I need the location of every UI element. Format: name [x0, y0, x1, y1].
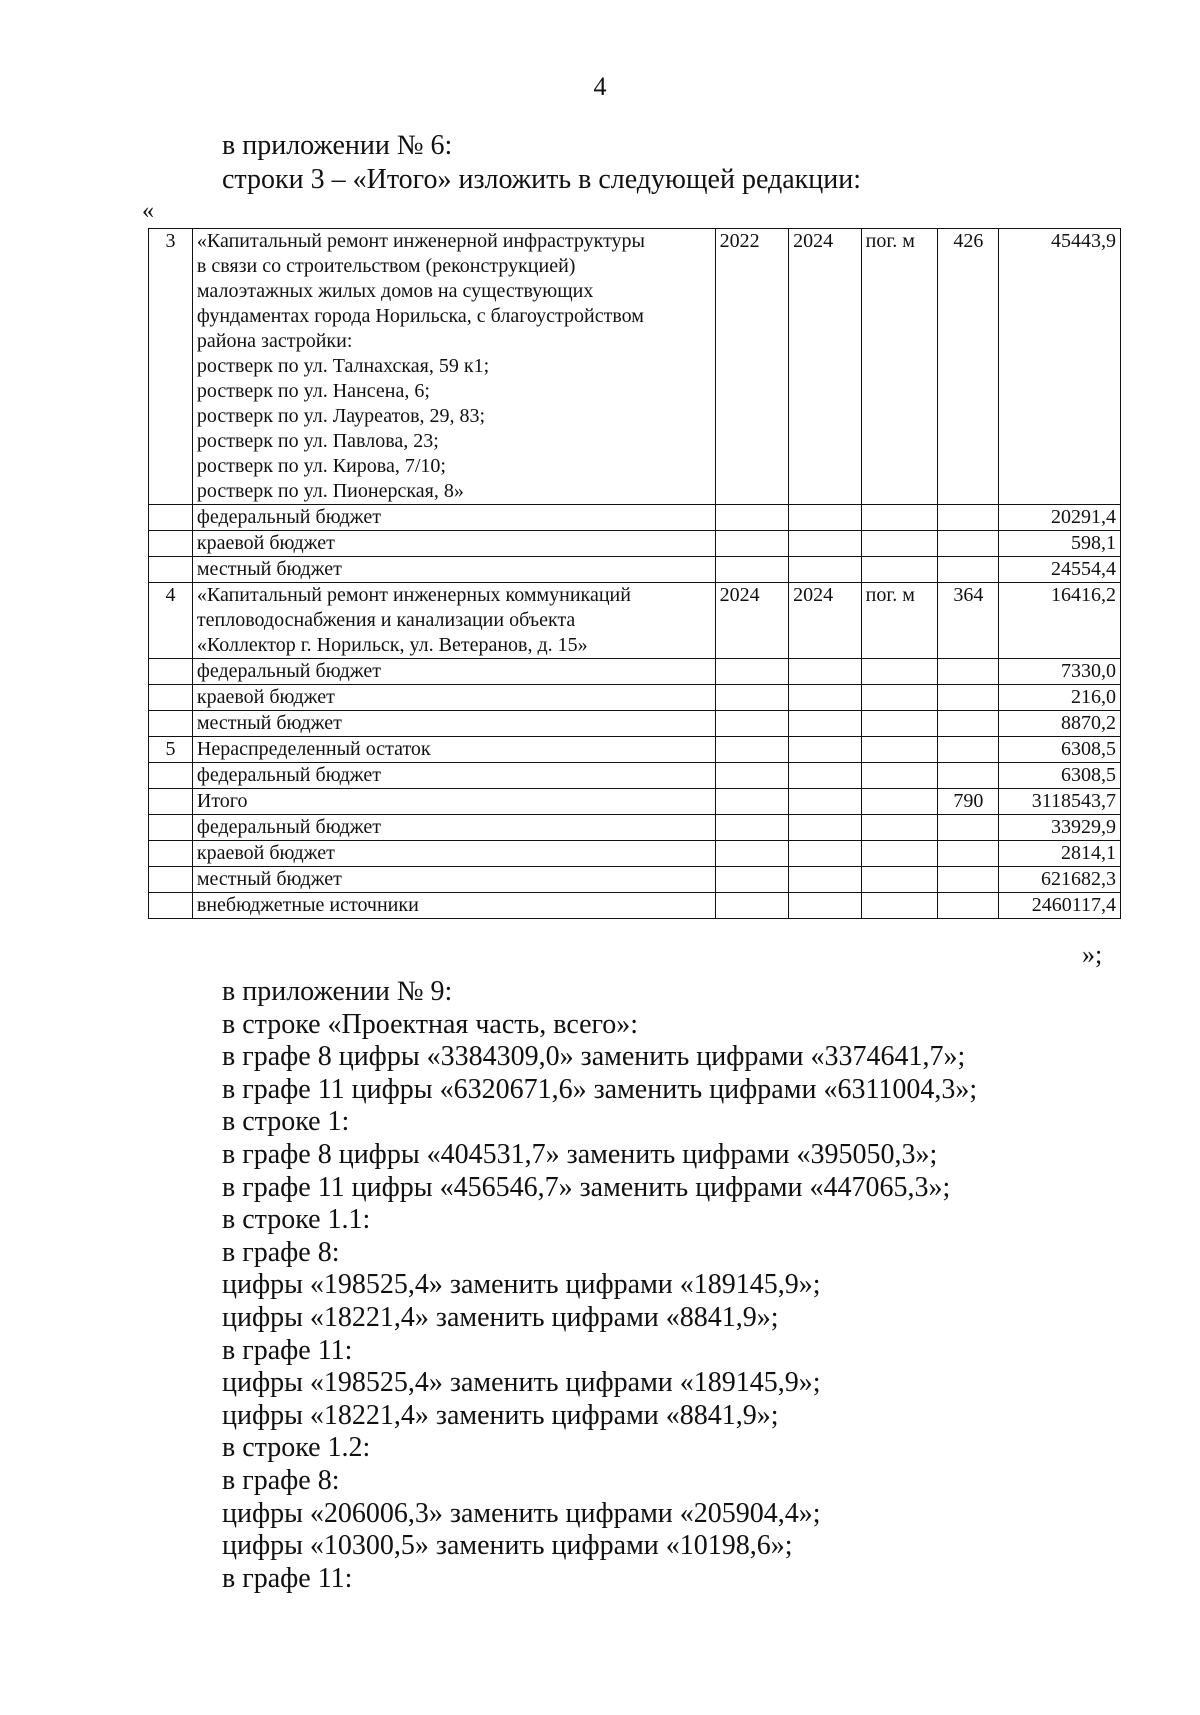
row-name-line: ростверк по ул. Нансена, 6;: [196, 380, 430, 402]
row-amount: 2460117,4: [999, 893, 1121, 919]
row-name-line: федеральный бюджет: [196, 660, 381, 682]
row-number: 5: [149, 737, 193, 763]
row-unit: [861, 711, 938, 737]
row-number: [149, 893, 193, 919]
row-unit: [861, 867, 938, 893]
row-name: [192, 789, 715, 815]
row-name: [192, 711, 715, 737]
row-quantity: [938, 659, 999, 685]
amendment-line: цифры «18221,4» заменить цифрами «8841,9»;: [222, 1399, 779, 1431]
row-number: [149, 711, 193, 737]
closing-quote: »;: [1082, 940, 1103, 969]
amendment-line: цифры «198525,4» заменить цифрами «189145,9»;: [222, 1367, 821, 1399]
row-end-year: 2024: [789, 583, 861, 659]
row-amount: 6308,5: [999, 763, 1121, 789]
row-name-line: фундаментах города Норильска, с благоустройством: [196, 305, 644, 327]
table-row: [149, 685, 1121, 711]
row-quantity: [938, 893, 999, 919]
row-name-line: «Коллектор г. Норильск, ул. Ветеранов, д. 15»: [196, 634, 588, 656]
row-name-line: местный бюджет: [196, 558, 342, 580]
row-unit: [861, 557, 938, 583]
row-number: 4: [149, 583, 193, 659]
row-end-year: [789, 737, 861, 763]
row-start-year: [715, 531, 789, 557]
row-end-year: [789, 815, 861, 841]
row-quantity: [938, 763, 999, 789]
row-start-year: [715, 867, 789, 893]
row-name-line: тепловодоснабжения и канализации объекта: [196, 609, 576, 631]
row-unit: [861, 763, 938, 789]
row-end-year: [789, 505, 861, 531]
row-quantity: [938, 557, 999, 583]
row-name-line: «Капитальный ремонт инженерной инфраструктуры: [196, 230, 645, 252]
row-end-year: 2024: [789, 229, 861, 505]
row-unit: пог. м: [861, 229, 938, 505]
row-unit: [861, 815, 938, 841]
table-row: [149, 711, 1121, 737]
amendment-line: в графе 8 цифры «404531,7» заменить цифрами «395050,3»;: [222, 1138, 938, 1170]
row-amount: 2814,1: [999, 841, 1121, 867]
row-unit: пог. м: [861, 583, 938, 659]
row-end-year: [789, 841, 861, 867]
row-name: [192, 737, 715, 763]
table-row: [149, 659, 1121, 685]
row-start-year: [715, 737, 789, 763]
row-amount: 7330,0: [999, 659, 1121, 685]
row-name-line: федеральный бюджет: [196, 506, 381, 528]
amendment-line: в приложении № 9:: [222, 976, 453, 1007]
amendment-line: в графе 8:: [222, 1464, 340, 1496]
row-quantity: [938, 815, 999, 841]
row-amount: 33929,9: [999, 815, 1121, 841]
row-name: [192, 531, 715, 557]
row-unit: [861, 531, 938, 557]
row-number: 3: [149, 229, 193, 505]
row-end-year: [789, 789, 861, 815]
row-quantity: [938, 531, 999, 557]
row-quantity: 364: [938, 583, 999, 659]
amendment-table: [148, 228, 1121, 919]
row-name-line: в связи со строительством (реконструкцией): [196, 255, 576, 277]
row-amount: 24554,4: [999, 557, 1121, 583]
row-unit: [861, 789, 938, 815]
row-end-year: [789, 557, 861, 583]
row-number: [149, 789, 193, 815]
amendment-line: цифры «198525,4» заменить цифрами «189145,9»;: [222, 1269, 821, 1301]
table-row: [149, 867, 1121, 893]
row-name-line: внебюджетные источники: [196, 894, 419, 916]
row-name-line: федеральный бюджет: [196, 816, 381, 838]
row-number: [149, 659, 193, 685]
row-name-line: ростверк по ул. Пионерская, 8»: [196, 480, 464, 502]
table-row: [149, 531, 1121, 557]
row-name: [192, 583, 715, 659]
row-name: [192, 685, 715, 711]
row-name: [192, 867, 715, 893]
amendment-line: в графе 11:: [222, 1334, 353, 1366]
row-start-year: [715, 557, 789, 583]
row-unit: [861, 659, 938, 685]
row-end-year: [789, 893, 861, 919]
row-name: [192, 659, 715, 685]
row-number: [149, 867, 193, 893]
row-name-line: ростверк по ул. Лауреатов, 29, 83;: [196, 405, 486, 427]
row-number: [149, 685, 193, 711]
row-number: [149, 763, 193, 789]
row-amount: 6308,5: [999, 737, 1121, 763]
row-end-year: [789, 659, 861, 685]
row-amount: 45443,9: [999, 229, 1121, 505]
table-row: [149, 763, 1121, 789]
row-name-line: ростверк по ул. Кирова, 7/10;: [196, 455, 446, 477]
row-quantity: 790: [938, 789, 999, 815]
row-end-year: [789, 763, 861, 789]
intro-line-2: строки 3 – «Итого» изложить в следующей редакции:: [222, 164, 862, 195]
row-unit: [861, 505, 938, 531]
page-number: 4: [593, 72, 607, 101]
row-start-year: [715, 659, 789, 685]
row-name-line: местный бюджет: [196, 712, 342, 734]
row-amount: 3118543,7: [999, 789, 1121, 815]
row-number: [149, 841, 193, 867]
row-start-year: 2024: [715, 583, 789, 659]
row-name: [192, 815, 715, 841]
row-name: [192, 841, 715, 867]
row-amount: 598,1: [999, 531, 1121, 557]
amendment-line: в строке 1.1:: [222, 1204, 371, 1236]
row-quantity: 426: [938, 229, 999, 505]
row-name: [192, 229, 715, 505]
row-unit: [861, 737, 938, 763]
row-name-line: малоэтажных жилых домов на существующих: [196, 280, 594, 302]
table-row: [149, 583, 1121, 659]
row-name: [192, 505, 715, 531]
row-unit: [861, 841, 938, 867]
row-name: [192, 557, 715, 583]
row-end-year: [789, 711, 861, 737]
row-end-year: [789, 867, 861, 893]
table-row: [149, 789, 1121, 815]
row-amount: 8870,2: [999, 711, 1121, 737]
row-start-year: [715, 893, 789, 919]
row-amount: 16416,2: [999, 583, 1121, 659]
row-amount: 621682,3: [999, 867, 1121, 893]
row-name-line: краевой бюджет: [196, 842, 335, 864]
row-number: [149, 557, 193, 583]
row-name-line: ростверк по ул. Талнахская, 59 к1;: [196, 355, 490, 377]
row-amount: 20291,4: [999, 505, 1121, 531]
row-name-line: Нераспределенный остаток: [196, 738, 431, 760]
amendment-line: в графе 11 цифры «6320671,6» заменить цифрами «6311004,3»;: [222, 1073, 978, 1105]
row-quantity: [938, 685, 999, 711]
row-start-year: [715, 841, 789, 867]
row-start-year: [715, 711, 789, 737]
row-name-line: района застройки:: [196, 330, 353, 352]
row-quantity: [938, 505, 999, 531]
row-end-year: [789, 685, 861, 711]
table-row: [149, 815, 1121, 841]
amendment-line: цифры «10300,5» заменить цифрами «10198,6»;: [222, 1530, 793, 1562]
amendment-line: в графе 11:: [222, 1562, 353, 1594]
opening-quote: «: [142, 198, 154, 224]
amendment-line: в графе 11 цифры «456546,7» заменить цифрами «447065,3»;: [222, 1171, 951, 1203]
amendment-line: в строке «Проектная часть, всего»:: [222, 1008, 639, 1040]
row-name-line: Итого: [196, 790, 248, 812]
amendment-text: [222, 976, 977, 1595]
amendment-line: в графе 8 цифры «3384309,0» заменить цифрами «3374641,7»;: [222, 1041, 966, 1073]
row-name-line: местный бюджет: [196, 868, 342, 890]
row-start-year: [715, 505, 789, 531]
intro-line-1: в приложении № 6:: [222, 130, 453, 161]
table-row: [149, 557, 1121, 583]
amendment-line: в строке 1:: [222, 1106, 350, 1138]
table-row: [149, 229, 1121, 505]
table-row: [149, 505, 1121, 531]
row-name-line: краевой бюджет: [196, 532, 335, 554]
row-number: [149, 815, 193, 841]
row-unit: [861, 893, 938, 919]
row-start-year: [715, 789, 789, 815]
table-row: [149, 737, 1121, 763]
amendment-line: в графе 8:: [222, 1236, 340, 1268]
row-amount: 216,0: [999, 685, 1121, 711]
row-start-year: 2022: [715, 229, 789, 505]
row-start-year: [715, 685, 789, 711]
row-name-line: «Капитальный ремонт инженерных коммуникаций: [196, 584, 631, 606]
row-name-line: ростверк по ул. Павлова, 23;: [196, 430, 439, 452]
row-number: [149, 531, 193, 557]
amendment-line: цифры «206006,3» заменить цифрами «205904,4»;: [222, 1497, 821, 1529]
row-start-year: [715, 763, 789, 789]
row-unit: [861, 685, 938, 711]
row-name-line: федеральный бюджет: [196, 764, 381, 786]
row-end-year: [789, 531, 861, 557]
row-name: [192, 893, 715, 919]
row-number: [149, 505, 193, 531]
amendment-line: в строке 1.2:: [222, 1432, 371, 1464]
row-quantity: [938, 867, 999, 893]
row-name-line: краевой бюджет: [196, 686, 335, 708]
row-quantity: [938, 841, 999, 867]
row-name: [192, 763, 715, 789]
row-start-year: [715, 815, 789, 841]
amendment-line: цифры «18221,4» заменить цифрами «8841,9»;: [222, 1301, 779, 1333]
row-quantity: [938, 737, 999, 763]
table-row: [149, 841, 1121, 867]
row-quantity: [938, 711, 999, 737]
table-row: [149, 893, 1121, 919]
